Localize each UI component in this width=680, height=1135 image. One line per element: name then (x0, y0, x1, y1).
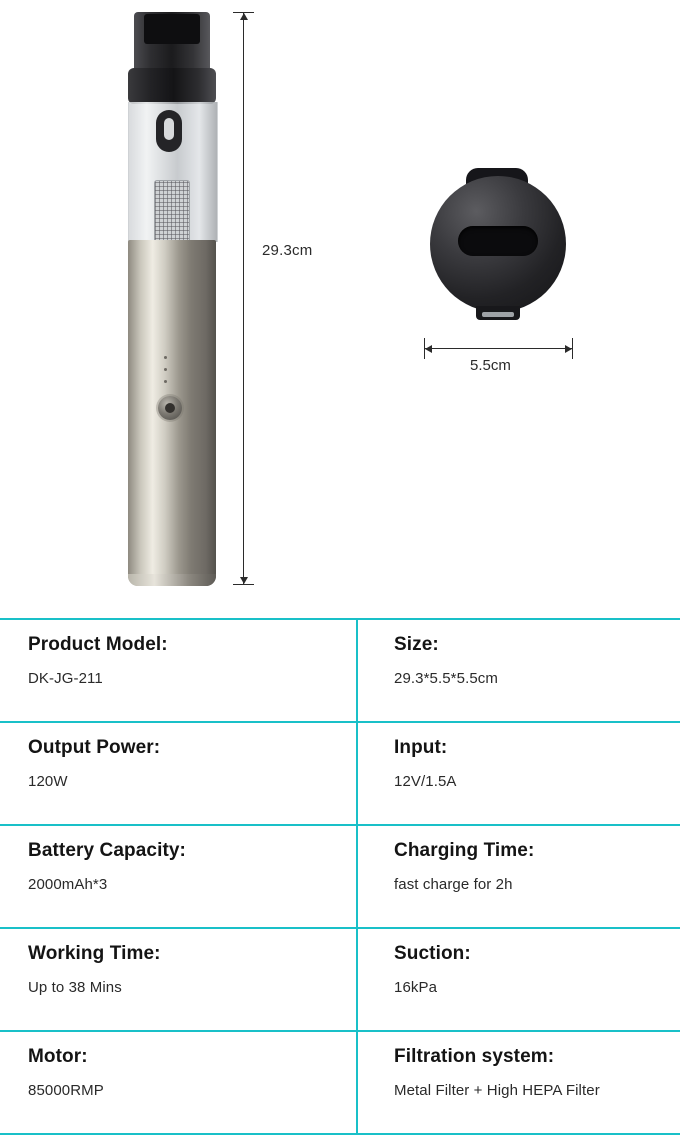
spec-cell-input (358, 723, 680, 824)
spec-cell-battery-capacity (0, 826, 358, 927)
spec-value: 29.3*5.5*5.5cm (394, 670, 498, 687)
spec-label: Input: (394, 737, 448, 758)
spec-cell-size (358, 620, 680, 721)
vacuum-collar (128, 68, 216, 104)
spec-value: 120W (28, 773, 68, 790)
width-dimension-label: 5.5cm (470, 357, 511, 374)
spec-value: 85000RMP (28, 1082, 104, 1099)
table-row (0, 826, 680, 929)
table-row (0, 1032, 680, 1133)
height-dimension-line (243, 12, 244, 584)
height-arrow-up-icon (240, 13, 248, 20)
spec-label: Charging Time: (394, 840, 535, 861)
width-dimension-line (424, 348, 572, 349)
spec-label: Battery Capacity: (28, 840, 186, 861)
vacuum-led-indicators (164, 356, 168, 386)
spec-cell-motor (0, 1032, 358, 1133)
table-row (0, 620, 680, 723)
spec-cell-working-time (0, 929, 358, 1030)
table-row (0, 723, 680, 826)
spec-cell-filtration-system (358, 1032, 680, 1133)
spec-cell-suction (358, 929, 680, 1030)
spec-label: Working Time: (28, 943, 161, 964)
spec-cell-product-model (0, 620, 358, 721)
vacuum-nozzle (134, 12, 210, 72)
height-arrow-down-icon (240, 577, 248, 584)
spec-cell-output-power (0, 723, 358, 824)
width-dimension-cap-right (572, 338, 573, 359)
dock-foot (476, 306, 520, 320)
vacuum-metal-filter (154, 180, 190, 244)
vacuum-latch (156, 110, 182, 152)
charging-dock-image (424, 168, 572, 328)
spec-cell-charging-time (358, 826, 680, 927)
spec-label: Motor: (28, 1046, 88, 1067)
dock-slot (458, 226, 538, 256)
spec-value: Up to 38 Mins (28, 979, 122, 996)
table-row (0, 929, 680, 1032)
spec-value: 16kPa (394, 979, 438, 996)
handheld-vacuum-image (120, 12, 224, 584)
width-arrow-left-icon (425, 345, 432, 353)
spec-label: Product Model: (28, 634, 168, 655)
spec-value: Metal Filter + High HEPA Filter (394, 1082, 600, 1099)
spec-value: fast charge for 2h (394, 876, 513, 893)
width-arrow-right-icon (565, 345, 572, 353)
spec-value: DK-JG-211 (28, 670, 103, 687)
spec-label: Output Power: (28, 737, 161, 758)
spec-label: Suction: (394, 943, 471, 964)
specification-table (0, 618, 680, 1135)
vacuum-power-button (158, 396, 182, 420)
spec-label: Size: (394, 634, 439, 655)
height-dimension-cap-bottom (233, 584, 254, 585)
spec-label: Filtration system: (394, 1046, 555, 1067)
height-dimension-label: 29.3cm (262, 242, 313, 259)
spec-value: 2000mAh*3 (28, 876, 108, 893)
spec-value: 12V/1.5A (394, 773, 457, 790)
